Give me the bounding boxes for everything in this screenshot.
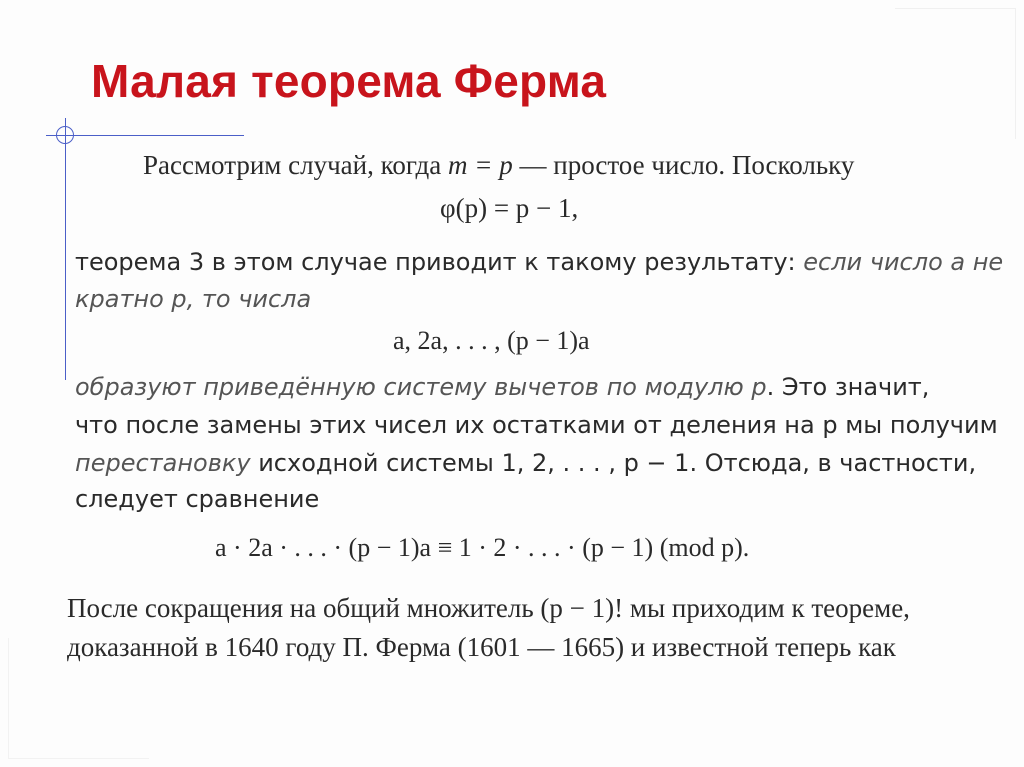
paragraph-1-line-1 — [143, 152, 854, 179]
paragraph-2-line-2: кратно p, то числа — [75, 285, 312, 313]
slide-title: Малая теорема Ферма — [91, 55, 607, 107]
paragraph-3-line-4: следует сравнение — [75, 485, 320, 513]
paragraph-2-line-1 — [75, 250, 1003, 274]
text-italic: образуют приведённую систему вычетов по модулю p — [75, 373, 767, 401]
formula-sequence: a, 2a, . . . , (p − 1)a — [393, 326, 590, 355]
paragraph-4-line-2: доказанной в 1640 году П. Ферма (1601 — 1665) и известной теперь как — [67, 632, 896, 662]
decor-circle-icon — [56, 126, 74, 144]
text-segment: — простое число. Поскольку — [512, 150, 855, 180]
formula-congruence: a · 2a · . . . · (p − 1)a ≡ 1 · 2 · . . . · (p − 1) (mod p). — [215, 533, 750, 562]
text-segment: теорема 3 в этом случае приводит к такому результату: — [75, 248, 804, 276]
text-segment: исходной системы 1, 2, . . . , p − 1. Отсюда, в частности, — [250, 449, 977, 477]
paragraph-3-line-3 — [75, 451, 976, 475]
formula-phi: φ(p) = p − 1, — [440, 193, 579, 223]
decor-vertical-line — [65, 118, 66, 380]
text-italic: перестановку — [75, 449, 251, 477]
text-segment: Рассмотрим случай, когда — [143, 150, 449, 180]
paragraph-3-line-2: что после замены этих чисел их остатками от деления на p мы получим — [75, 411, 998, 439]
text-segment: . Это значит, — [766, 373, 930, 401]
paragraph-3-line-1 — [75, 375, 929, 399]
slide-frame-corner — [895, 8, 1016, 139]
paragraph-4-line-1: После сокращения на общий множитель (p − 1)! мы приходим к теореме, — [67, 593, 910, 623]
math-inline: m = p — [448, 150, 513, 180]
text-italic: если число a не — [803, 248, 1004, 276]
decor-horizontal-line — [46, 135, 244, 136]
